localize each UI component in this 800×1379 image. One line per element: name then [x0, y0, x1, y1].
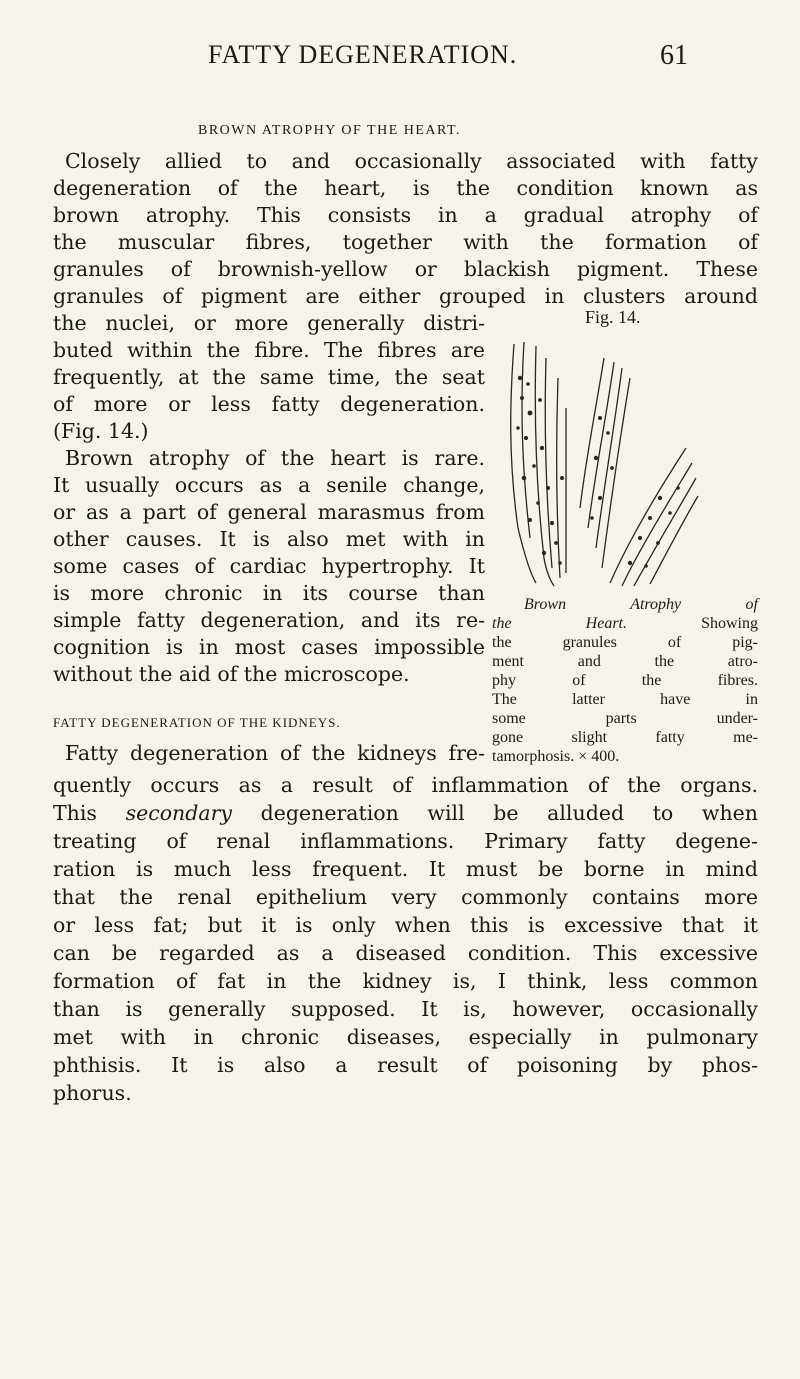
page-number: 61 — [660, 40, 688, 71]
text-line: can be regarded as a diseased condition. This excessive — [53, 941, 758, 965]
text-line: simple fatty degeneration, and its re- — [53, 608, 485, 632]
text-line: brown atrophy. This consists in a gradual atrophy of — [53, 203, 758, 227]
running-head — [0, 40, 800, 80]
text-line: other causes. It is also met with in — [53, 527, 485, 551]
text-line: than is generally supposed. It is, however, occasionally — [53, 997, 758, 1021]
caption-italic: Brown Atrophy of — [524, 596, 758, 613]
running-title: FATTY DEGENERATION. — [208, 40, 518, 69]
text-line: met with in chronic diseases, especially in pulmonary — [53, 1025, 758, 1049]
caption-line: ment and the atro- — [492, 653, 758, 670]
caption-line — [492, 597, 758, 613]
caption-text: Showing — [626, 615, 758, 632]
caption-line: the granules of pig- — [492, 634, 758, 651]
caption-line: tamorphosis. × 400. — [492, 748, 620, 765]
text-line: Brown atrophy of the heart is rare. — [65, 446, 485, 470]
text-line: treating of renal inflammations. Primary fatty degene- — [53, 829, 758, 853]
text-run: degeneration will be alluded to when — [231, 801, 758, 825]
text-line: or less fat; but it is only when this is excessive that it — [53, 913, 758, 937]
text-line: Fatty degeneration of the kidneys fre- — [65, 741, 485, 765]
caption-line: some parts under- — [492, 710, 758, 727]
text-line: (Fig. 14.) — [53, 419, 149, 443]
text-line: quently occurs as a result of inflammation of the organs. — [53, 773, 758, 797]
text-line: that the renal epithelium very commonly contains more — [53, 885, 758, 909]
text-line: the nuclei, or more generally distri- — [53, 311, 485, 335]
text-line: degeneration of the heart, is the condition known as — [53, 176, 758, 200]
text-line: granules of pigment are either grouped in clusters around — [53, 284, 758, 308]
caption-line: phy of the fibres. — [492, 672, 758, 689]
text-line: is more chronic in its course than — [53, 581, 485, 605]
text-line: phorus. — [53, 1081, 132, 1105]
text-line: granules of brownish-yellow or blackish pigment. These — [53, 257, 758, 281]
caption-italic: the Heart. — [492, 615, 627, 632]
text-line: ration is much less frequent. It must be borne in mind — [53, 857, 758, 881]
text-line: Closely allied to and occasionally associated with fatty — [65, 149, 758, 173]
text-line: It usually occurs as a senile change, — [53, 473, 485, 497]
muscle-fibres-illustration-icon — [500, 338, 700, 588]
caption-line: The latter have in — [492, 691, 758, 708]
caption-line — [492, 616, 758, 632]
figure-label: Fig. 14. — [585, 307, 641, 327]
text-line: formation of fat in the kidney is, I think, less common — [53, 969, 758, 993]
text-line: of more or less fatty degeneration. — [53, 392, 485, 416]
caption-line: gone slight fatty me- — [492, 729, 758, 746]
text-line: cognition is in most cases impossible — [53, 635, 485, 659]
text-line — [53, 803, 758, 824]
text-line: buted within the fibre. The fibres are — [53, 338, 485, 362]
text-line: without the aid of the microscope. — [53, 662, 410, 686]
text-line: frequently, at the same time, the seat — [53, 365, 485, 389]
section-heading-brown-atrophy: BROWN ATROPHY OF THE HEART. — [198, 123, 462, 138]
text-line: the muscular fibres, together with the formation of — [53, 230, 758, 254]
text-run: This — [53, 801, 126, 825]
section-heading-fatty-kidneys: FATTY DEGENERATION OF THE KIDNEYS. — [53, 715, 341, 730]
text-line: phthisis. It is also a result of poisoning by phos- — [53, 1053, 758, 1077]
emphasis-secondary: secondary — [125, 801, 232, 825]
text-line: or as a part of general marasmus from — [53, 500, 485, 524]
text-line: some cases of cardiac hypertrophy. It — [53, 554, 485, 578]
